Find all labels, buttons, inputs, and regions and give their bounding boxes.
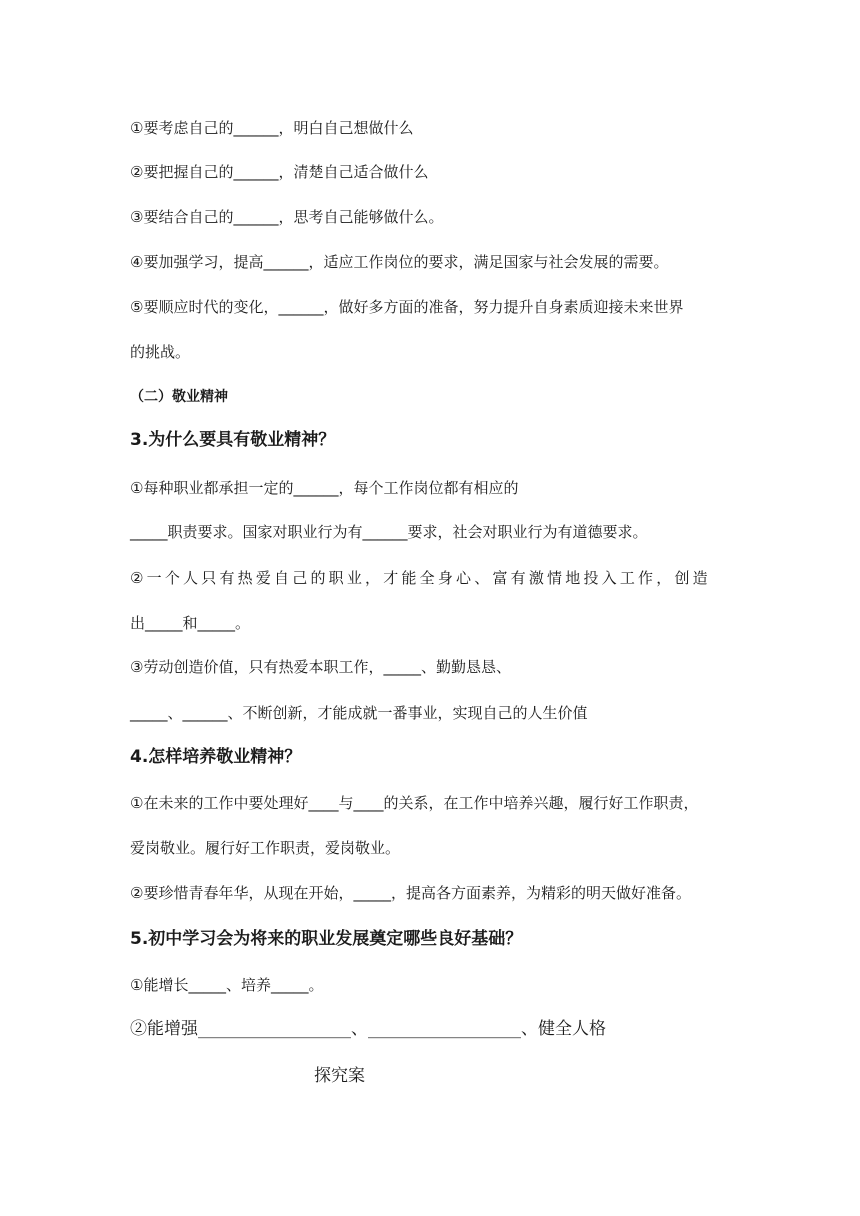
answer-line-17: ②能增强__________________、__________________、健全人格 <box>130 1019 606 1039</box>
answer-line-8: _____职责要求。国家对职业行为有______要求，社会对职业行为有道德要求。 <box>130 523 648 541</box>
question-3-heading: 3.为什么要具有敬业精神？ <box>130 430 336 450</box>
section-heading: （二）敬业精神 <box>130 389 228 405</box>
answer-line-16: ①能增长_____、培养_____。 <box>130 976 324 994</box>
answer-line-7: ①每种职业都承担一定的______，每个工作岗位都有相应的 <box>130 479 519 497</box>
question-4-heading: 4.怎样培养敬业精神？ <box>130 747 302 767</box>
answer-line-4: ④要加强学习，提高______，适应工作岗位的要求，满足国家与社会发展的需要。 <box>130 253 669 271</box>
answer-line-12: _____、______、不断创新，才能成就一番事业，实现自己的人生价值 <box>130 704 588 722</box>
answer-line-13: ①在未来的工作中要处理好____与____的关系，在工作中培养兴趣，履行好工作职责， <box>130 794 699 812</box>
footer-title: 探究案 <box>314 1066 365 1086</box>
answer-line-6: 的挑战。 <box>130 343 191 361</box>
answer-line-11: ③劳动创造价值，只有热爱本职工作，_____、勤勤恳恳、 <box>130 658 511 676</box>
answer-line-14: 爱岗敬业。履行好工作职责，爱岗敬业。 <box>130 839 401 857</box>
answer-line-9: ②一个人只有热爱自己的职业，才能全身心、富有激情地投入工作，创造 <box>130 569 711 587</box>
answer-line-15: ②要珍惜青春年华，从现在开始，_____，提高各方面素养，为精彩的明天做好准备。 <box>130 884 691 902</box>
answer-line-1: ①要考虑自己的______，明白自己想做什么 <box>130 119 414 137</box>
answer-line-5: ⑤要顺应时代的变化，______，做好多方面的准备，努力提升自身素质迎接未来世界 <box>130 298 684 316</box>
answer-line-2: ②要把握自己的______，清楚自己适合做什么 <box>130 163 429 181</box>
answer-line-3: ③要结合自己的______，思考自己能够做什么。 <box>130 208 444 226</box>
question-5-heading: 5.初中学习会为将来的职业发展奠定哪些良好基础？ <box>130 929 523 949</box>
answer-line-10: 出_____和_____。 <box>130 614 251 632</box>
